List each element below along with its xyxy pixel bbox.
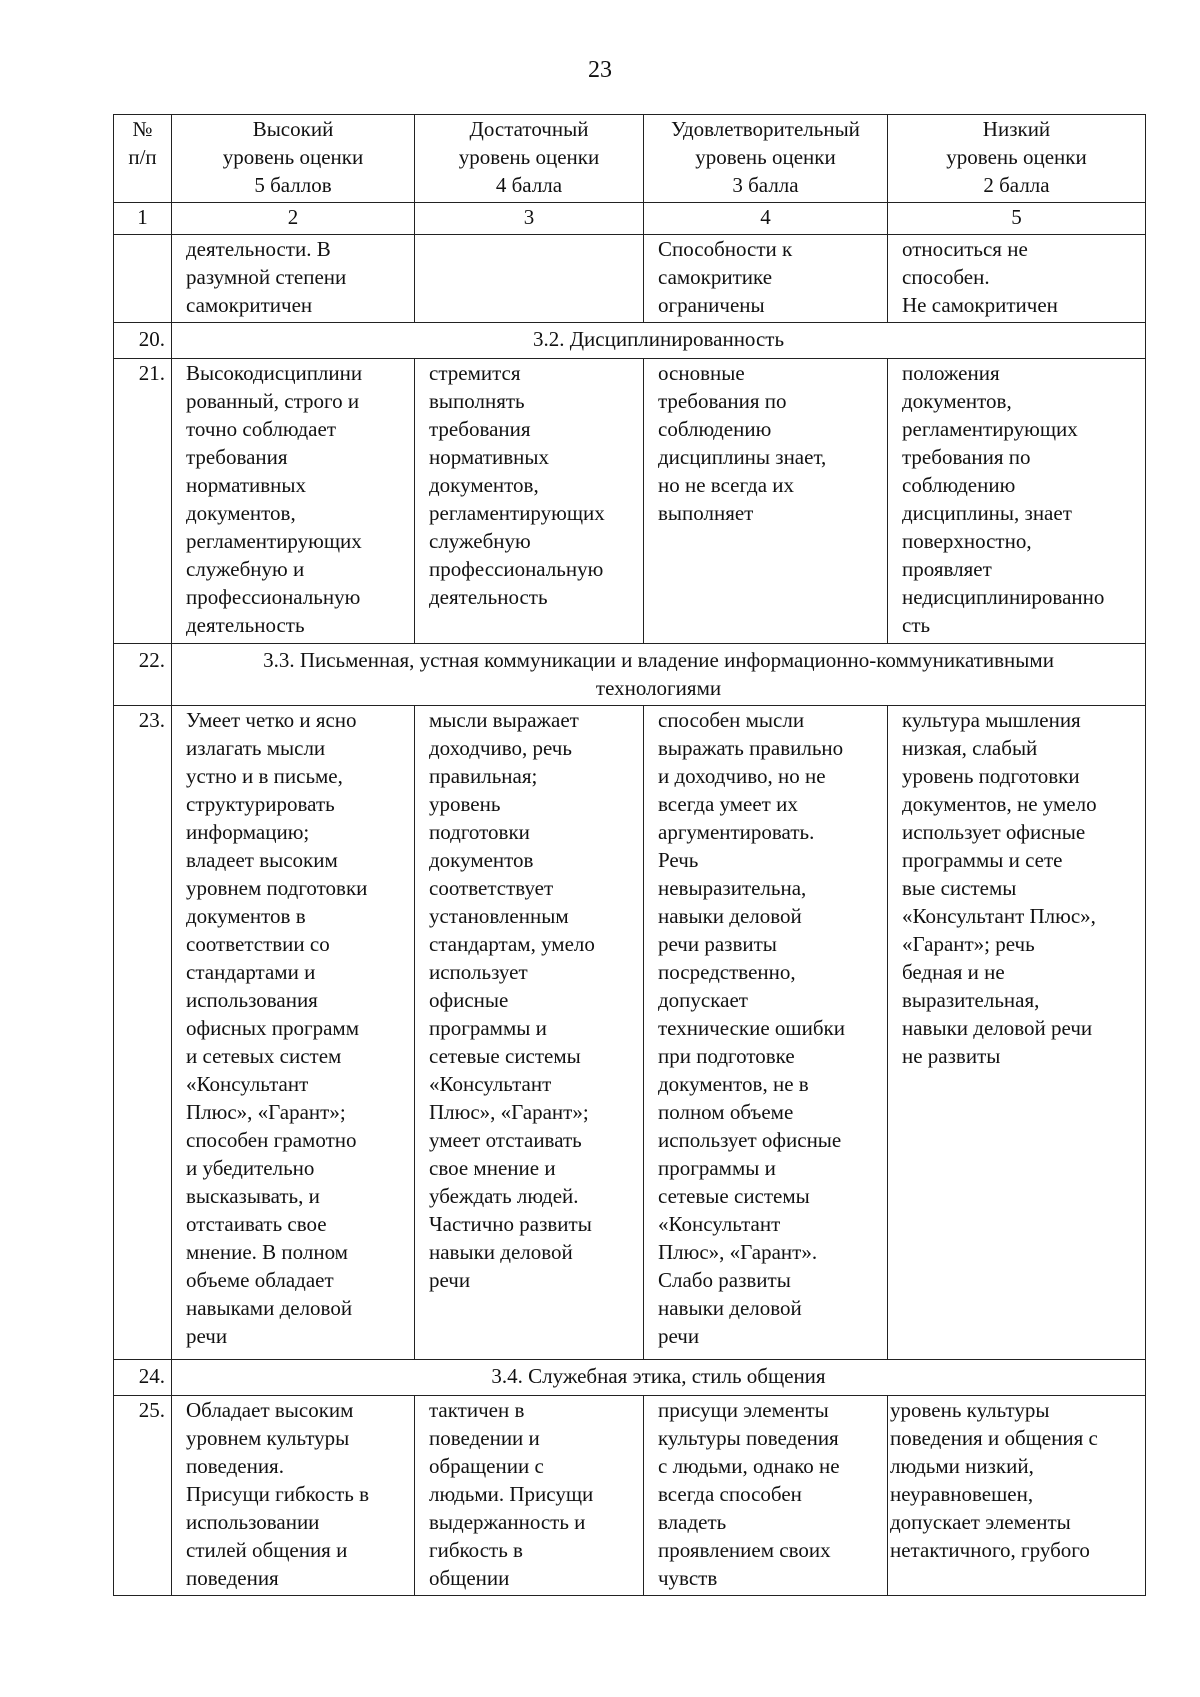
column-number: 3: [415, 203, 644, 235]
table-row: [114, 235, 1146, 323]
row-number: 20.: [114, 323, 172, 359]
cell-low: положения документов, регламентирующих требования по соблюдению дисциплины, знает поверхностно, проявляет недисциплинированно сть: [888, 359, 1146, 644]
header-high-level: Высокий уровень оценки 5 баллов: [172, 115, 415, 203]
cell-satisfactory: Способности к самокритике ограничены: [644, 235, 888, 323]
cell-low: культура мышления низкая, слабый уровень подготовки документов, не умело использует офисные программы и сете вые системы «Консультант Плюс», «Гарант»; речь бедная и не выразительная, навыки деловой речи не развиты: [888, 706, 1146, 1360]
cell-sufficient: стремится выполнять требования нормативных документов, регламентирующих служебную профессиональную деятельность: [415, 359, 644, 644]
cell-satisfactory: основные требования по соблюдению дисциплины знает, но не всегда их выполняет: [644, 359, 888, 644]
row-number: 22.: [114, 644, 172, 706]
section-title: 3.4. Служебная этика, стиль общения: [172, 1360, 1146, 1396]
column-number: 2: [172, 203, 415, 235]
header-number-column: № п/п: [114, 115, 172, 203]
row-number: [114, 235, 172, 323]
cell-satisfactory: присущи элементы культуры поведения с людьми, однако не всегда способен владеть проявлением своих чувств: [644, 1396, 888, 1596]
header-low-level: Низкий уровень оценки 2 балла: [888, 115, 1146, 203]
section-title: 3.2. Дисциплинированность: [172, 323, 1146, 359]
row-number: 21.: [114, 359, 172, 644]
table-row: [114, 359, 1146, 644]
section-row: [114, 323, 1146, 359]
cell-high: Умеет четко и ясно излагать мысли устно и в письме, структурировать информацию; владеет высоким уровнем подготовки документов в соответствии со стандартами и использования офисных программ и сетевых систем «Консультант Плюс», «Гарант»; способен грамотно и убедительно высказывать, и отстаивать свое мнение. В полном объеме обладает навыками деловой речи: [172, 706, 415, 1360]
column-number: 1: [114, 203, 172, 235]
cell-low: относиться не способен. Не самокритичен: [888, 235, 1146, 323]
evaluation-table: [113, 114, 1146, 1596]
cell-low: уровень культуры поведения и общения с людьми низкий, неуравновешен, допускает элементы нетактичного, грубого: [888, 1396, 1146, 1596]
header-satisfactory-level: Удовлетворительный уровень оценки 3 балла: [644, 115, 888, 203]
cell-sufficient: мысли выражает доходчиво, речь правильная; уровень подготовки документов соответствует установленным стандартам, умело использует офисные программы и сетевые системы «Консультант Плюс», «Гарант»; умеет отстаивать свое мнение и убеждать людей. Частично развиты навыки деловой речи: [415, 706, 644, 1360]
cell-high: деятельности. В разумной степени самокритичен: [172, 235, 415, 323]
section-row: [114, 1360, 1146, 1396]
table-row: [114, 706, 1146, 1360]
cell-high: Высокодисциплини рованный, строго и точно соблюдает требования нормативных документов, регламентирующих служебную и профессиональную деятельность: [172, 359, 415, 644]
column-number: 4: [644, 203, 888, 235]
header-sufficient-level: Достаточный уровень оценки 4 балла: [415, 115, 644, 203]
row-number: 24.: [114, 1360, 172, 1396]
section-title: 3.3. Письменная, устная коммуникации и владение информационно-коммуникативными технологиями: [172, 644, 1146, 706]
row-number: 25.: [114, 1396, 172, 1596]
column-numbering-row: [114, 203, 1146, 235]
cell-high: Обладает высоким уровнем культуры поведения. Присущи гибкость в использовании стилей общения и поведения: [172, 1396, 415, 1596]
column-number: 5: [888, 203, 1146, 235]
section-row: [114, 644, 1146, 706]
table-header-row: [114, 115, 1146, 203]
table-row: [114, 1396, 1146, 1596]
page-number: 23: [588, 57, 612, 83]
cell-sufficient: [415, 235, 644, 323]
row-number: 23.: [114, 706, 172, 1360]
cell-sufficient: тактичен в поведении и обращении с людьми. Присущи выдержанность и гибкость в общении: [415, 1396, 644, 1596]
cell-satisfactory: способен мысли выражать правильно и доходчиво, но не всегда умеет их аргументировать. Речь невыразительна, навыки деловой речи развиты посредственно, допускает технические ошибки при подготовке документов, не в полном объеме использует офисные программы и сетевые системы «Консультант Плюс», «Гарант». Слабо развиты навыки деловой речи: [644, 706, 888, 1360]
